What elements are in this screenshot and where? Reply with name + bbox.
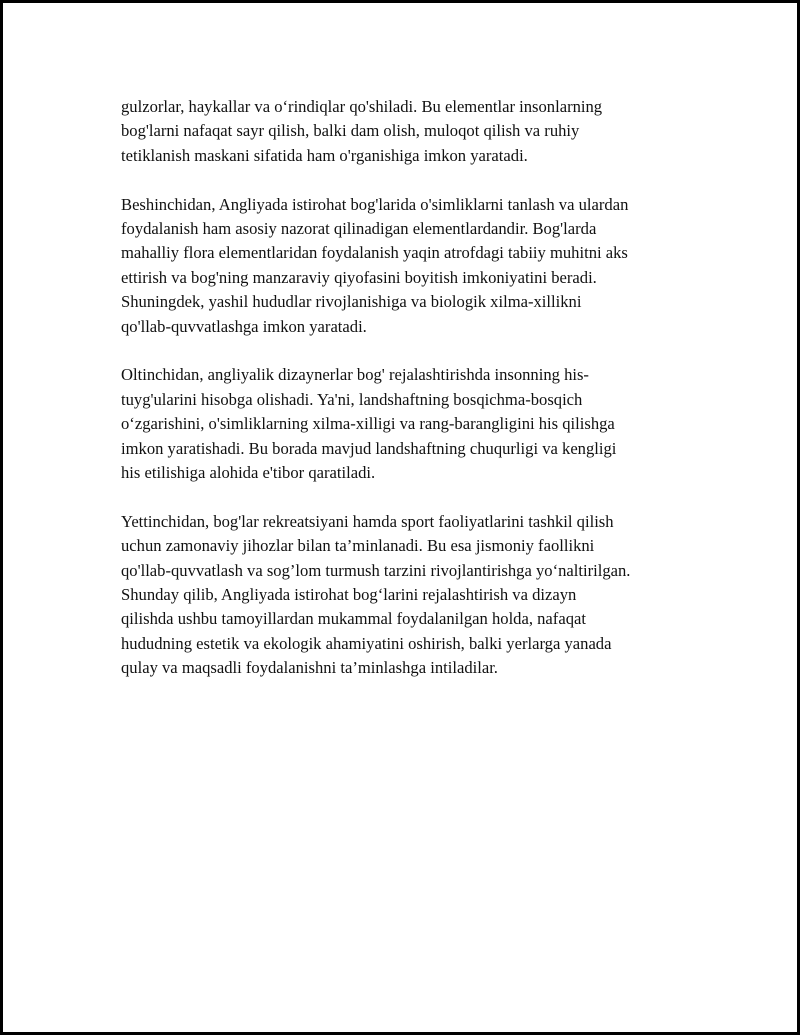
text-line: Oltinchidan, angliyalik dizaynerlar bog' rejalashtirishda insonning his- [121, 365, 589, 385]
text-line: bog'larni nafaqat sayr qilish, balki dam olish, muloqot qilish va ruhiy [121, 121, 580, 141]
text-line: imkon yaratishadi. Bu borada mavjud landshaftning chuqurligi va kengligi [121, 438, 617, 458]
text-line: qilishda ushbu tamoyillardan mukammal foydalanilgan holda, nafaqat [121, 609, 586, 629]
text-line: gulzorlar, haykallar va o‘rindiqlar qo'shiladi. Bu elementlar insonlarning [121, 97, 603, 116]
paragraph-1 [121, 95, 691, 168]
paragraph-2 [121, 193, 691, 339]
text-line: qo'llab-quvvatlash va sog’lom turmush tarzini rivojlantirishga yo‘naltirilgan. [121, 560, 631, 580]
text-line: his etilishiga alohida e'tibor qaratiladi. [121, 463, 376, 483]
text-line: qo'llab-quvvatlashga imkon yaratadi. [121, 316, 367, 336]
text-line: hududning estetik va ekologik ahamiyatini oshirish, balki yerlarga yanada [121, 633, 612, 653]
text-line: Shunday qilib, Angliyada istirohat bog‘larini rejalashtirish va dizayn [121, 585, 577, 605]
text-line: uchun zamonaviy jihozlar bilan ta’minlanadi. Bu esa jismoniy faollikni [121, 536, 595, 556]
document-body [121, 95, 691, 705]
text-line: qulay va maqsadli foydalanishni ta’minlashga intiladilar. [121, 658, 498, 678]
text-line: Shuningdek, yashil hududlar rivojlanishiga va biologik xilma-xillikni [121, 292, 582, 312]
paragraph-4 [121, 510, 691, 681]
text-line: ettirish va bog'ning manzaraviy qiyofasini boyitish imkoniyatini beradi. [121, 267, 597, 287]
text-line: foydalanish ham asosiy nazorat qilinadigan elementlardandir. Bog'larda [121, 219, 597, 239]
paragraph-3 [121, 363, 691, 485]
text-line: Beshinchidan, Angliyada istirohat bog'larida o'simliklarni tanlash va ulardan [121, 194, 629, 214]
text-line: Yettinchidan, bog'lar rekreatsiyani hamda sport faoliyatlarini tashkil qilish [121, 511, 614, 531]
text-line: mahalliy flora elementlaridan foydalanish yaqin atrofdagi tabiiy muhitni aks [121, 243, 628, 263]
text-line: tetiklanish maskani sifatida ham o'rganishiga imkon yaratadi. [121, 145, 528, 165]
text-line: tuyg'ularini hisobga olishadi. Ya'ni, landshaftning bosqichma-bosqich [121, 389, 583, 409]
text-line: o‘zgarishini, o'simliklarning xilma-xilligi va rang-barangligini his qilishga [121, 414, 615, 434]
